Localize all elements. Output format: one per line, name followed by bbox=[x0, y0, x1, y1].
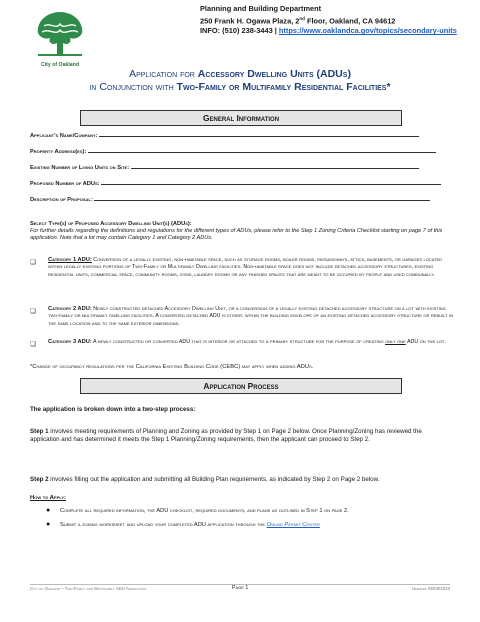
department-header bbox=[200, 4, 457, 36]
document-title bbox=[0, 68, 480, 94]
category-2-checkbox[interactable]: ❏ bbox=[30, 308, 36, 315]
proposed-adus-field[interactable]: Proposed Number of ADUs: bbox=[30, 181, 441, 187]
category-1-description: Category 1 ADU: Conversion of a legally existing, non-habitable space, such as storage rooms, boiler rooms, passageways, attics, basements, or garages located within legally existing portions of Two-Family or Multifamily Dwelling facilities. Non-habitable space does not include detached accessory structures, existing residential units, commercial space, community rooms, gyms, laundry rooms or any finished spaces that are meant to be occupied by people and used communally. bbox=[48, 257, 443, 278]
select-type-note: For further details regarding the definitions and regulations for the different types of ADUs, please refer to the Step 1 Zoning Criteria Checklist starting on page 7 of this application. Note that a lot may contain Category 1 and Category 2 ADUs. bbox=[30, 228, 443, 242]
title-line-2: in Conjunction with Two-Family or Multifamily Residential Facilities* bbox=[89, 81, 391, 93]
occupancy-note: *Change of occupancy regulations per the California Existing Building Code (CEBC) may apply when adding ADUs. bbox=[30, 364, 314, 370]
process-intro: The application is broken down into a two-step process: bbox=[30, 406, 196, 413]
existing-units-field[interactable]: Existing Number of Living Units on Site: bbox=[30, 165, 419, 171]
category-2-description: Category 2 ADU: Newly constructed detached Accessory Dwelling Unit, or a conversion of a legally existing detached accessory structure on a lot with existing two-family or multifamily dwelling facilities. A converted detached ADU is either: within the building envelope of an existing detached accessory structure or rebuilt in the same location and to the same exterior dimensions. bbox=[48, 306, 453, 327]
select-type-label: Select Type(s) of Proposed Accessory Dwelling Unit(s) (ADUs): bbox=[30, 221, 192, 227]
oak-tree-icon bbox=[30, 8, 90, 58]
bullet-dot: ● bbox=[46, 521, 51, 528]
application-process-heading: Application Process bbox=[80, 378, 402, 394]
applicant-name-field[interactable]: Applicant's Name/Company: bbox=[30, 133, 419, 139]
category-3-checkbox[interactable]: ❏ bbox=[30, 341, 36, 348]
website-link[interactable]: https://www.oaklandca.gov/topics/secondary-units bbox=[278, 26, 457, 36]
footer-updated-date: Updated 06/08/2023 bbox=[411, 586, 450, 591]
category-3-description: Category 3 ADU: A newly constructed or converted ADU that is interior or attached to a primary structure for the purpose of creating only one ADU on the lot. bbox=[48, 339, 446, 345]
apply-bullet-2: Submit a zoning worksheet and upload your completed ADU application through the Online Permit Center bbox=[60, 522, 320, 528]
logo-caption: City of Oakland bbox=[40, 62, 80, 68]
bullet-dot: ● bbox=[46, 507, 51, 514]
city-logo bbox=[30, 8, 90, 66]
proposal-description-field[interactable]: Description of Proposal: bbox=[30, 197, 430, 203]
step-2-text: Step 2 involves filling out the application and submitting all Building Plan requirements, as indicated by Step 2 on Page 2 below. bbox=[30, 476, 380, 483]
general-info-heading: General Information bbox=[80, 110, 402, 126]
category-1-checkbox[interactable]: ❏ bbox=[30, 259, 36, 266]
department-info: INFO: (510) 238-3443 | https://www.oaklandca.gov/topics/secondary-units bbox=[200, 26, 457, 36]
department-name: Planning and Building Department bbox=[200, 4, 322, 13]
online-permit-center-link[interactable]: Online Permit Center bbox=[266, 522, 320, 528]
footer-left: City of Oakland – Two-Family and Multifamily ADU Application bbox=[30, 586, 147, 591]
apply-bullet-1: Complete all required information, the ADU checklist, required documents, and plans as outlined in Step 1 on page 2. bbox=[60, 508, 349, 514]
how-to-apply-label: How to Apply: bbox=[30, 495, 66, 501]
department-address: 250 Frank H. Ogawa Plaza, 2nd Floor, Oakland, CA 94612 bbox=[200, 16, 396, 26]
step-1-text: Step 1 involves meeting requirements of Planning and Zoning as provided by Step 1 on Page 2 below. Once Planning/Zoning has reviewed the application and has determined it meets the Step 1 Planning/Zoning requirements, then the applicant can proceed to Step 2. bbox=[30, 428, 422, 444]
title-line-1: Application for Accessory Dwelling Units (ADUs) bbox=[129, 68, 351, 80]
property-address-field[interactable]: Property Address(es): bbox=[30, 149, 436, 155]
footer-page-number: Page 1 bbox=[232, 585, 249, 591]
